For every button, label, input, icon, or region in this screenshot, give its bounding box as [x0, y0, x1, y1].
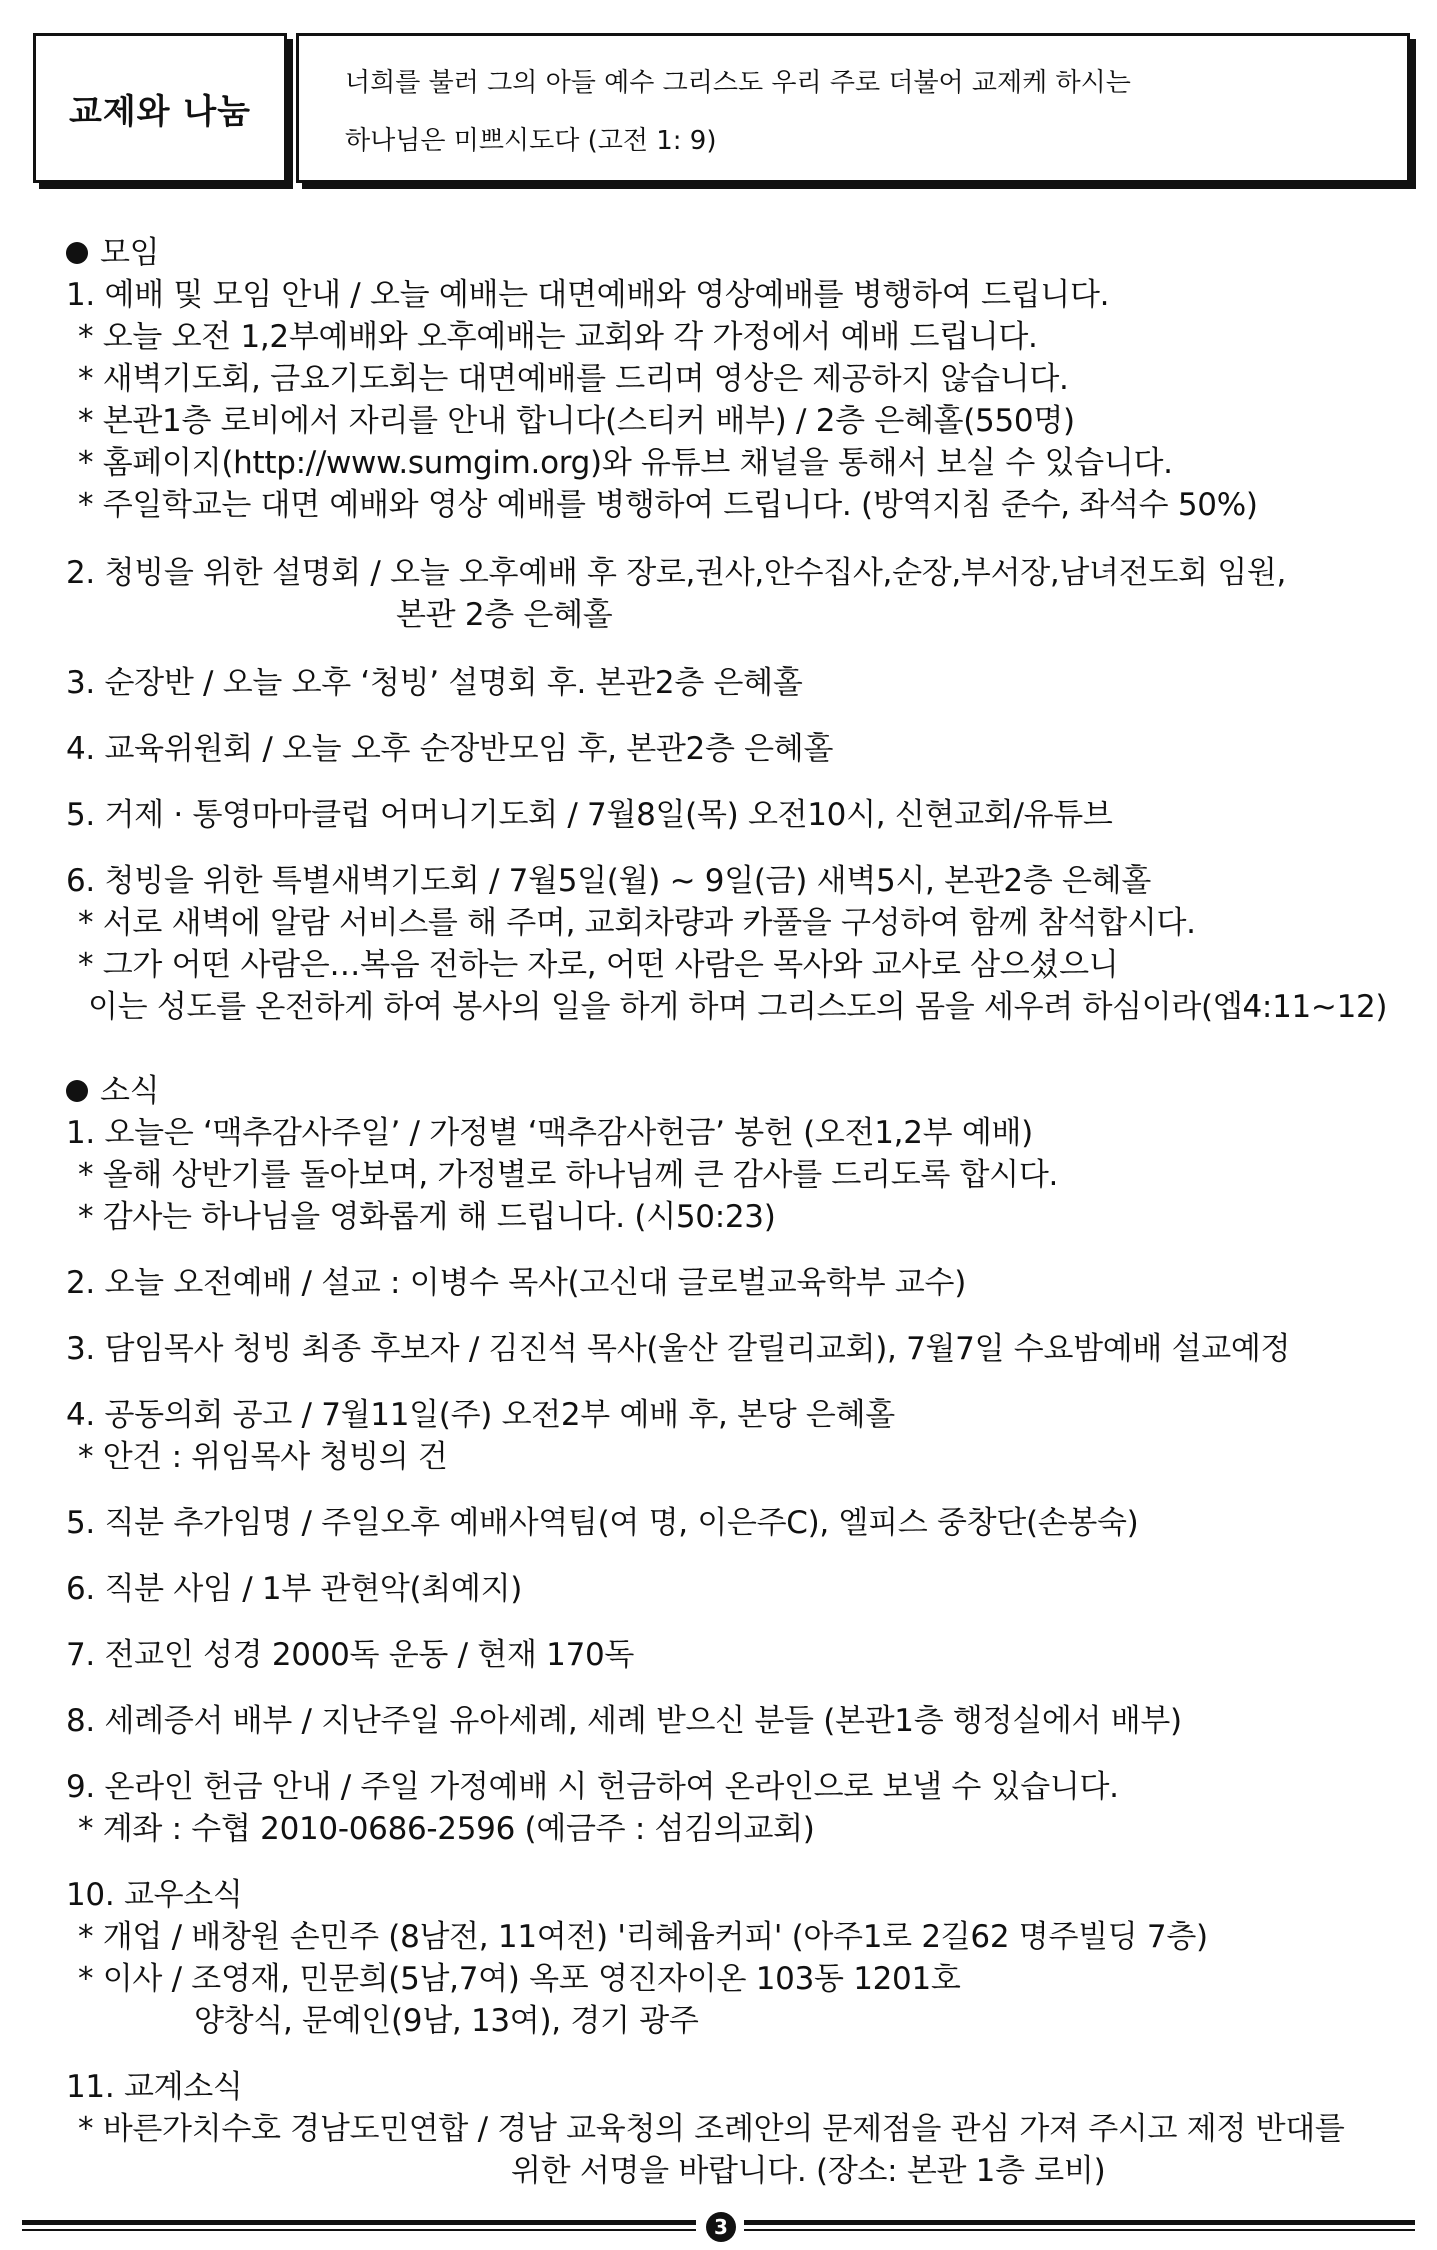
news-item-3: 3. 담임목사 청빙 최종 후보자 / 김진석 목사(울산 갈릴리교회), 7월7일 수요밤예배 설교예정	[66, 1331, 1291, 1367]
news-item-6: 6. 직분 사임 / 1부 관현악(최예지)	[66, 1571, 523, 1607]
news-item-2: 2. 오늘 오전예배 / 설교 : 이병수 목사(고신대 글로벌교육학부 교수)	[66, 1265, 966, 1301]
footer-bar-left-thin	[22, 2229, 696, 2231]
footer-bar-right-thin	[744, 2229, 1415, 2231]
footer-rule	[22, 2215, 1415, 2239]
news-item-10: 10. 교우소식	[66, 1877, 243, 1913]
news-item-10-note: * 개업 / 배창원 손민주 (8남전, 11여전) '리혜윰커피' (아주1로 2길62 명주빌딩 7층)	[78, 1919, 1208, 1955]
news-heading: 소식	[66, 1074, 159, 1108]
gathering-item-1-note: * 주일학교는 대면 예배와 영상 예배를 병행하여 드립니다. (방역지침 준수, 좌석수 50%)	[78, 487, 1258, 523]
news-item-1-note: * 올해 상반기를 돌아보며, 가정별로 하나님께 큰 감사를 드리도록 합시다.	[78, 1157, 1059, 1193]
verse-box	[296, 33, 1410, 183]
news-item-9: 9. 온라인 헌금 안내 / 주일 가정예배 시 헌금하여 온라인으로 보낼 수 있습니다.	[66, 1769, 1119, 1805]
news-item-9-note: * 계좌 : 수협 2010-0686-2596 (예금주 : 섬김의교회)	[78, 1811, 815, 1847]
footer-bar-right	[744, 2220, 1415, 2225]
verse-line-2: 하나님은 미쁘시도다 (고전 1: 9)	[345, 126, 717, 156]
news-item-10-note: * 이사 / 조영재, 민문희(5남,7여) 옥포 영진자이온 103동 1201호	[78, 1961, 961, 1997]
gathering-item-1-note: * 홈페이지(http://www.sumgim.org)와 유튜브 채널을 통해서 보실 수 있습니다.	[78, 445, 1173, 481]
gathering-item-1: 1. 예배 및 모임 안내 / 오늘 예배는 대면예배와 영상예배를 병행하여 드립니다.	[66, 277, 1110, 313]
gathering-item-1-note: * 오늘 오전 1,2부예배와 오후예배는 교회와 각 가정에서 예배 드립니다.	[78, 319, 1038, 355]
gathering-item-2: 2. 청빙을 위한 설명회 / 오늘 오후예배 후 장로,권사,안수집사,순장,부서장,남녀전도회 임원,	[66, 555, 1287, 591]
gathering-item-6-note: * 서로 새벽에 알람 서비스를 해 주며, 교회차량과 카풀을 구성하여 함께 참석합시다.	[78, 905, 1196, 941]
section-title: 교제와 나눔	[68, 91, 252, 132]
news-item-1-note: * 감사는 하나님을 영화롭게 해 드립니다. (시50:23)	[78, 1199, 776, 1235]
news-item-4: 4. 공동의회 공고 / 7월11일(주) 오전2부 예배 후, 본당 은혜홀	[66, 1397, 895, 1433]
gathering-item-2-cont: 본관 2층 은혜홀	[396, 597, 613, 633]
news-item-11: 11. 교계소식	[66, 2069, 243, 2105]
gathering-item-6-note: 이는 성도를 온전하게 하여 봉사의 일을 하게 하며 그리스도의 몸을 세우려 하심이라(엡4:11~12)	[88, 989, 1388, 1025]
gathering-item-4: 4. 교육위원회 / 오늘 오후 순장반모임 후, 본관2층 은혜홀	[66, 731, 834, 767]
gathering-item-6: 6. 청빙을 위한 특별새벽기도회 / 7월5일(월) ~ 9일(금) 새벽5시, 본관2층 은혜홀	[66, 863, 1151, 899]
verse-line-1: 너희를 불러 그의 아들 예수 그리스도 우리 주로 더불어 교제케 하시는	[345, 68, 1131, 98]
news-item-11-note: * 바른가치수호 경남도민연합 / 경남 교육청의 조례안의 문제점을 관심 가져 주시고 제정 반대를	[78, 2111, 1345, 2147]
page-number: 3	[706, 2212, 736, 2242]
news-item-7: 7. 전교인 성경 2000독 운동 / 현재 170독	[66, 1637, 635, 1673]
gathering-item-1-note: * 새벽기도회, 금요기도회는 대면예배를 드리며 영상은 제공하지 않습니다.	[78, 361, 1069, 397]
gathering-heading: 모임	[66, 236, 159, 270]
news-item-4-note: * 안건 : 위임목사 청빙의 건	[78, 1439, 448, 1475]
section-title-box	[33, 33, 287, 183]
footer-bar-left	[22, 2220, 696, 2225]
gathering-item-1-note: * 본관1층 로비에서 자리를 안내 합니다(스티커 배부) / 2층 은혜홀(550명)	[78, 403, 1075, 439]
gathering-item-5: 5. 거제 · 통영마마클럽 어머니기도회 / 7월8일(목) 오전10시, 신현교회/유튜브	[66, 797, 1113, 833]
news-item-11-cont: 위한 서명을 바랍니다. (장소: 본관 1층 로비)	[511, 2153, 1106, 2189]
gathering-item-3: 3. 순장반 / 오늘 오후 ‘청빙’ 설명회 후. 본관2층 은혜홀	[66, 665, 803, 701]
gathering-item-6-note: * 그가 어떤 사람은…복음 전하는 자로, 어떤 사람은 목사와 교사로 삼으셨으니	[78, 947, 1119, 983]
bullet-icon	[66, 1080, 88, 1102]
bullet-icon	[66, 242, 88, 264]
news-item-5: 5. 직분 추가임명 / 주일오후 예배사역팀(여 명, 이은주C), 엘피스 중창단(손봉숙)	[66, 1505, 1139, 1541]
news-item-10-cont: 양창식, 문예인(9남, 13여), 경기 광주	[194, 2003, 699, 2039]
news-item-1: 1. 오늘은 ‘맥추감사주일’ / 가정별 ‘맥추감사헌금’ 봉헌 (오전1,2부 예배)	[66, 1115, 1033, 1151]
news-item-8: 8. 세례증서 배부 / 지난주일 유아세례, 세례 받으신 분들 (본관1층 행정실에서 배부)	[66, 1703, 1182, 1739]
